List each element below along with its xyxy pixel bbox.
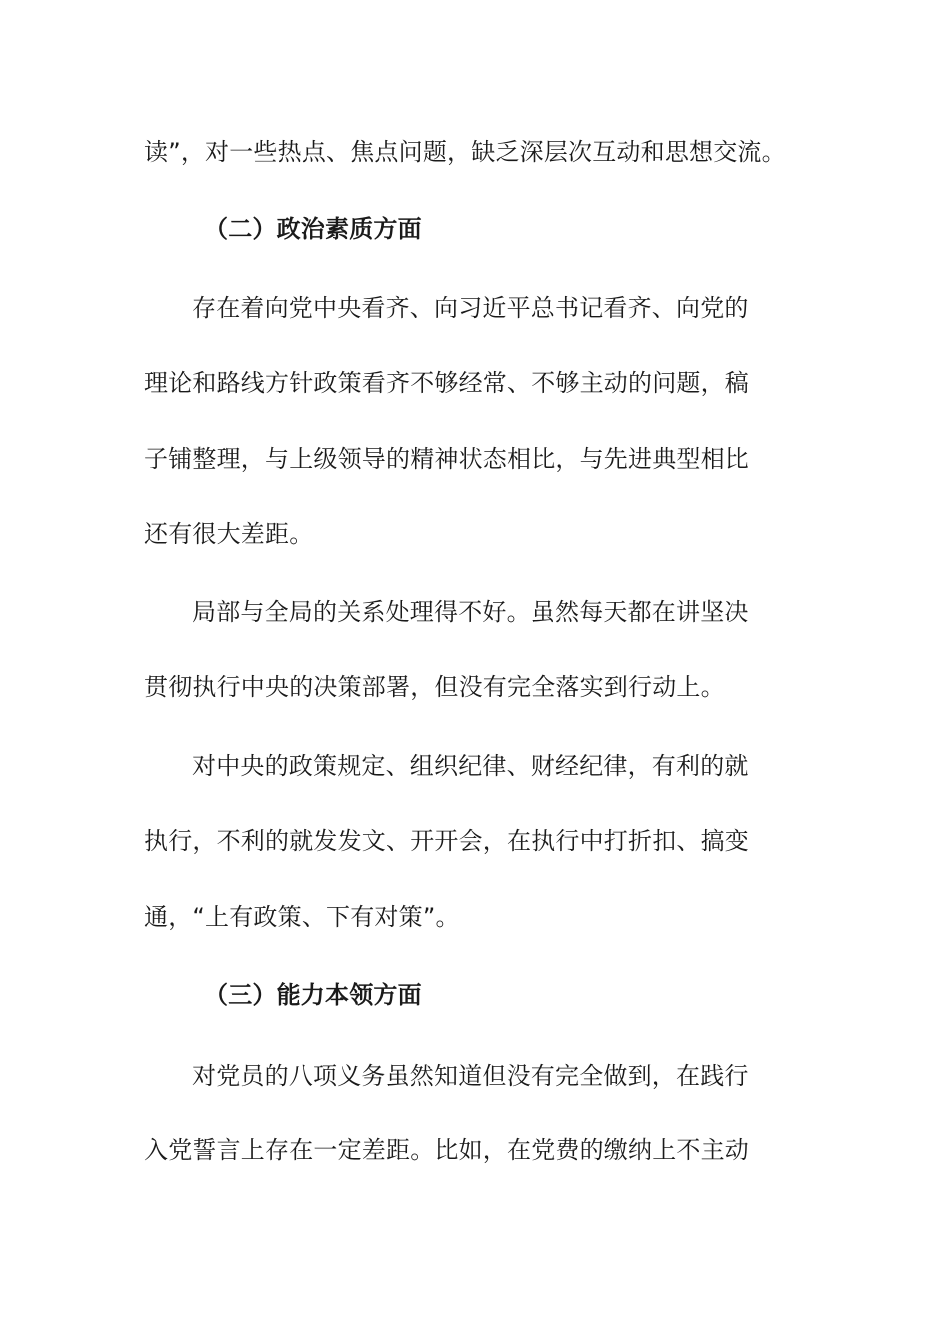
paragraph-line: 还有很大差距。 (144, 520, 314, 548)
paragraph-line: 对中央的政策规定、组织纪律、财经纪律，有利的就 (192, 752, 749, 780)
paragraph-line: 贯彻执行中央的决策部署，但没有完全落实到行动上。 (144, 673, 725, 701)
paragraph-line: 存在着向党中央看齐、向习近平总书记看齐、向党的 (192, 294, 749, 322)
paragraph-line: 读”，对一些热点、焦点问题，缺乏深层次互动和思想交流。 (144, 138, 786, 166)
section-heading-political-quality: （二）政治素质方面 (204, 215, 422, 243)
paragraph-line: 对党员的八项义务虽然知道但没有完全做到，在践行 (192, 1062, 749, 1090)
paragraph-line: 局部与全局的关系处理得不好。虽然每天都在讲坚决 (192, 598, 749, 626)
section-heading-ability: （三）能力本领方面 (204, 981, 422, 1009)
paragraph-line: 执行，不利的就发发文、开开会，在执行中打折扣、搞变 (144, 827, 749, 855)
paragraph-line: 理论和路线方针政策看齐不够经常、不够主动的问题，稿 (144, 369, 749, 397)
paragraph-line: 子铺整理，与上级领导的精神状态相比，与先进典型相比 (144, 445, 749, 473)
paragraph-line: 入党誓言上存在一定差距。比如，在党费的缴纳上不主动 (144, 1136, 749, 1164)
paragraph-line: 通，“上有政策、下有对策”。 (144, 903, 460, 931)
